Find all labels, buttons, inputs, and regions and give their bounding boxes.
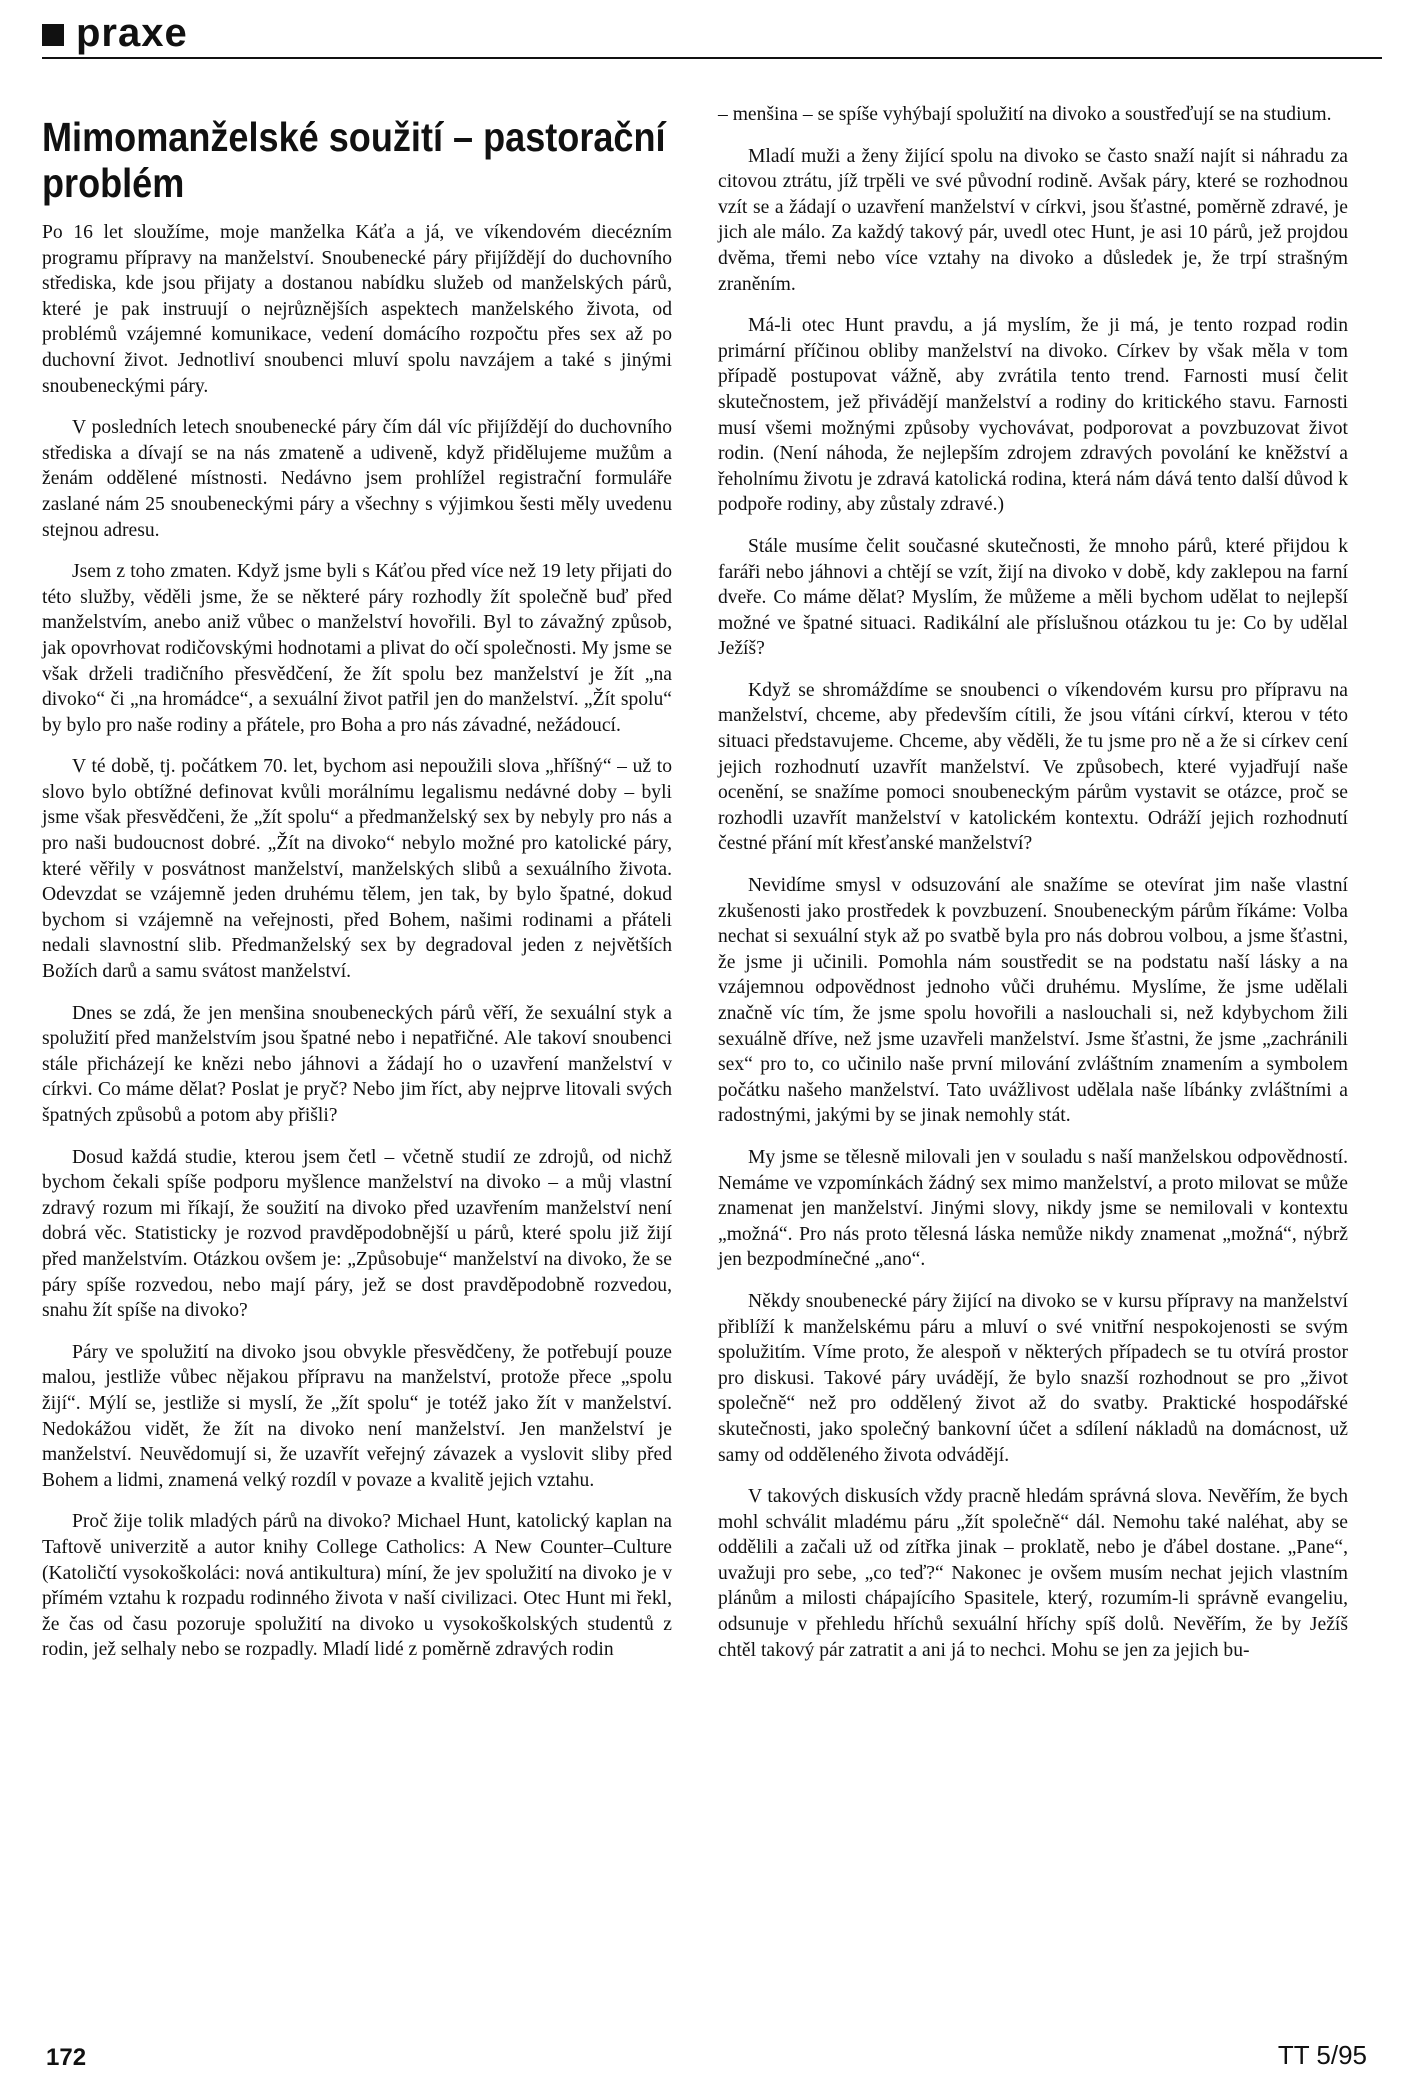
paragraph: Páry ve spolužití na divoko jsou obvykle přesvědčeny, že potřebují pouze malou, jestliže vůbec nějakou přípravu na manželství, protože přece „spolu žijí“. Mýlí se, jestliže si myslí, že „žít spolu“ je totéž jako žít v manželství. Nedokážou vidět, že žít na divoko není manželství. Jen manželství je manželství. Neuvědomují si, že uzavřít veřejný závazek a vyslovit sliby před Bohem a lidmi, znamená velký rozdíl v povaze a kvalitě jejich vztahu. [42,1341,672,1491]
paragraph: Má-li otec Hunt pravdu, a já myslím, že ji má, je tento rozpad rodin primární příčinou obliby manželství na divoko. Církev by však měla v tom případě postupovat vážně, aby zvrátila tento trend. Farnosti musí čelit skutečnostem, jež přivádějí manželství a rodiny do kritického stavu. Farnosti musí všemi možnými způsoby vychovávat, podporovat a povzbuzovat život rodin. (Není náhoda, že nejlepším zdrojem zdravých povolání ke kněžství a řeholnímu životu je zdravá katolická rodina, která nám dává tento další důvod k podpoře rodiny, aby zůstaly zdravé.) [718,315,1348,516]
paragraph: Jsem z toho zmaten. Když jsme byli s Káťou před více než 19 lety přijati do této služby, věděli jsme, že se některé páry rozhodly žít společně buď před manželstvím, anebo aniž vůbec o manželství hovořili. Byl to závažný způsob, jak opovrhovat rodičovskými hodnotami a plivat do očí společnosti. My jsme se však drželi tradičního přesvědčení, že žít spolu bez manželství je žít „na divoko“ či „na hromádce“, a sexuální život patřil jen do manželství. „Žít spolu“ by bylo pro naše rodiny a přátele, pro Boha a pro nás závadné, nežádoucí. [42,561,672,736]
right-column [718,102,1348,1679]
page-number: 172 [46,2044,87,2071]
paragraph: V posledních letech snoubenecké páry čím dál víc přijíždějí do duchovního střediska a dívají se na nás zmateně a udiveně, když přidělujeme mužům a ženám oddělené místnosti. Nedávno jsem prohlížel registrační formuláře zaslané nám 25 snoubeneckými páry a všechny s výjimkou šesti měly uvedenu stejnou adresu. [42,417,672,541]
paragraph: Dnes se zdá, že jen menšina snoubeneckých párů věří, že sexuální styk a spolužití před manželstvím jsou špatné nebo i nepatřičné. Ale takoví snoubenci stále přicházejí ke knězi nebo jáhnovi a žádají ho o uzavření manželství v církvi. Co máme dělat? Poslat je pryč? Nebo jim říct, aby nejprve litovali svých špatných způsobů a potom aby přišli? [42,1002,672,1126]
paragraph: – menšina – se spíše vyhýbají spolužití na divoko a soustřeďují se na studium. [718,104,1332,125]
section-title: praxe [76,11,188,55]
paragraph: Po 16 let sloužíme, moje manželka Káťa a já, ve víkendovém diecézním programu přípravy na manželství. Snoubenecké páry přijíždějí do duchovního střediska, kde jsou přijaty a dostanou nabídku služeb od manželských párů, které je pak instruují o nejrůznějších aspektech manželského života, od problémů vzájemné komunikace, vedení domácího rozpočtu přes sex až po duchovní život. Jednotliví snoubenci mluví spolu navzájem a také s jinými snoubeneckými páry. [42,222,672,397]
paragraph: V takových diskusích vždy pracně hledám správná slova. Nevěřím, že bych mohl schválit mladému páru „žít společně“ dál. Nemohu také naléhat, aby se oddělili a začali už od zítřka jinak – proklatě, nebo je ďábel dostane. „Pane“, uvažuji pro sebe, „co teď?“ Nakonec je ovšem musím nechat jejich vlastním plánům a milosti chápajícího Spasitele, který, rozumím-li správně evangeliu, odsunuje v přehledu hříchů sexuální hříchy spíš dolů. Nevěřím, že by Ježíš chtěl takový pár zatratit a ani já to nechci. Mohu se jen za jejich bu- [718,1486,1348,1661]
paragraph: Někdy snoubenecké páry žijící na divoko se v kursu přípravy na manželství přiblíží k manželskému páru a mluví o své vnitřní nespokojenosti se svým spolužitím. Víme proto, že alespoň v některých případech se tu otvírá prostor pro diskusi. Takové páry uvádějí, že bylo snazší rozhodnout se pro „život společně“ než pro oddělený život až do svatby. Praktické hospodářské skutečnosti, jako společný bankovní účet a sdílení nákladů na domácnost, už samy od odděleného života odvádějí. [718,1290,1348,1466]
paragraph: My jsme se tělesně milovali jen v souladu s naší manželskou odpovědností. Nemáme ve vzpomínkách žádný sex mimo manželství, a proto milovat se může znamenat jen manželství. Jinými slovy, nikdy jsme se nemilovali v kontextu „možná“. Pro nás proto tělesná láska nemůže nikdy znamenat „možná“, nýbrž jen bezpodmínečné „ano“. [718,1146,1348,1271]
paragraph: Nevidíme smysl v odsuzování ale snažíme se otevírat jim naše vlastní zkušenosti jako prostředek k povzbuzení. Snoubeneckým párům říkáme: Volba nechat si sexuální styk až po svatbě byla pro nás dobrou volbou, a jsme šťastni, že jsme ji učinili. Pomohla nám soustředit se na podstatu naší lásky a na vzájemnou odpovědnost jednoho vůči druhému. Myslíme, že jsme udělali značně víc tím, že jsme spolu hovořili a naslouchali si, než kdybychom žili sexuálně dříve, než jsme uzavřeli manželství. Jsme šťastni, že jsme „zachránili sex“ pro to, co učinilo naše první milování zvláštním znamením a symbolem počátku našeho manželství. Tato uvážlivost udělala naše líbánky zvláštními a radostnými, jakými by se jinak nemohly stát. [718,875,1348,1127]
paragraph: Stále musíme čelit současné skutečnosti, že mnoho párů, které přijdou k faráři nebo jáhnovi a chtějí se vzít, žijí na divoko v době, kdy zaklepou na farní dveře. Co máme dělat? Myslím, že můžeme a měli bychom udělat to nejlepší možné ve špatné situaci. Radikální ale příslušnou otázkou tu je: Co by udělal Ježíš? [718,535,1348,660]
paragraph: Když se shromáždíme se snoubenci o víkendovém kursu pro přípravu na manželství, chceme, aby především cítili, že jsou vítáni církví, kterou v této situaci představujeme. Chceme, aby věděli, že tu jsme pro ně a že si církev cení jejich rozhodnutí uzavřít manželství. Ve způsobech, které vyjadřují naše ocenění, se snažíme pomoci snoubeneckým párům vystavit se otázce, proč se rozhodli uzavřít manželství v katolickém kontextu. Odráží jejich rozhodnutí čestné přání mít křesťanské manželství? [718,679,1348,855]
paragraph: V té době, tj. počátkem 70. let, bychom asi nepoužili slova „hříšný“ – už to slovo bylo obtížné definovat kvůli morálnímu legalismu nedávné doby – byli jsme však přesvědčeni, že „žít spolu“ a předmanželský sex by nebyly pro nás a pro naši budoucnost dobré. „Žít na divoko“ nebylo možné pro katolické páry, které věřily v posvátnost manželství, manželských slibů a sexuálního života. Odevzdat se vzájemně jeden druhému tělem, jen tak, by bylo špatné, dokud bychom si vzájemně na veřejnosti, před Bohem, našimi rodinami a přáteli nedali slavnostní slib. Předmanželský sex by degradoval jeden z největších Božích darů a samu svátost manželství. [42,756,672,983]
article-title: Mimomanželské soužití – pastorační problém [42,114,666,206]
paragraph: Proč žije tolik mladých párů na divoko? Michael Hunt, katolický kaplan na Taftově univerzitě a autor knihy College Catholics: A New Counter–Culture (Katoličtí vysokoškoláci: nová antikultura) míní, že jev spolužití na divoko je v přímém vztahu k rozpadu rodinného života v naší civilizaci. Otec Hunt mi řekl, že čas od času pozoruje spolužití na divoko u vysokoškolských studentů z rodin, jež selhaly nebo se rozpadly. Mladí lidé z poměrně zdravých rodin [42,1511,672,1661]
paragraph: Mladí muži a ženy žijící spolu na divoko se často snaží najít si náhradu za citovou ztrátu, jíž trpěli ve své původní rodině. Avšak páry, které se rozhodnou vzít se a žádají o uzavření manželství v církvi, jsou šťastné, poměrně zdravé, je jich ale málo. Za každý takový pár, uvedl otec Hunt, je asi 10 párů, jež projdou dvěma, třemi nebo více vztahy na divoko a důsledek je, že trpí strašným zraněním. [718,145,1348,295]
section-header [42,8,1382,58]
issue-label: TT 5/95 [1277,2040,1367,2070]
left-column [42,102,672,1679]
header-rule [42,57,1382,59]
paragraph: Dosud každá studie, kterou jsem četl – včetně studií ze zdrojů, od nichž bychom čekali spíše podporu myšlence manželství na divoko – a můj vlastní zdravý rozum mi říkají, že soužití na divoko před uzavřením manželství není dobrá věc. Statisticky je rozvod pravděpodobnější u párů, které spolu již žijí před manželstvím. Otázkou ovšem je: „Způsobuje“ manželství na divoko, že se páry spíše rozvedou, nebo mají páry, jež se dost pravděpodobně rozvedou, snahu žít spíše na divoko? [42,1146,672,1322]
section-square-icon [42,24,64,46]
